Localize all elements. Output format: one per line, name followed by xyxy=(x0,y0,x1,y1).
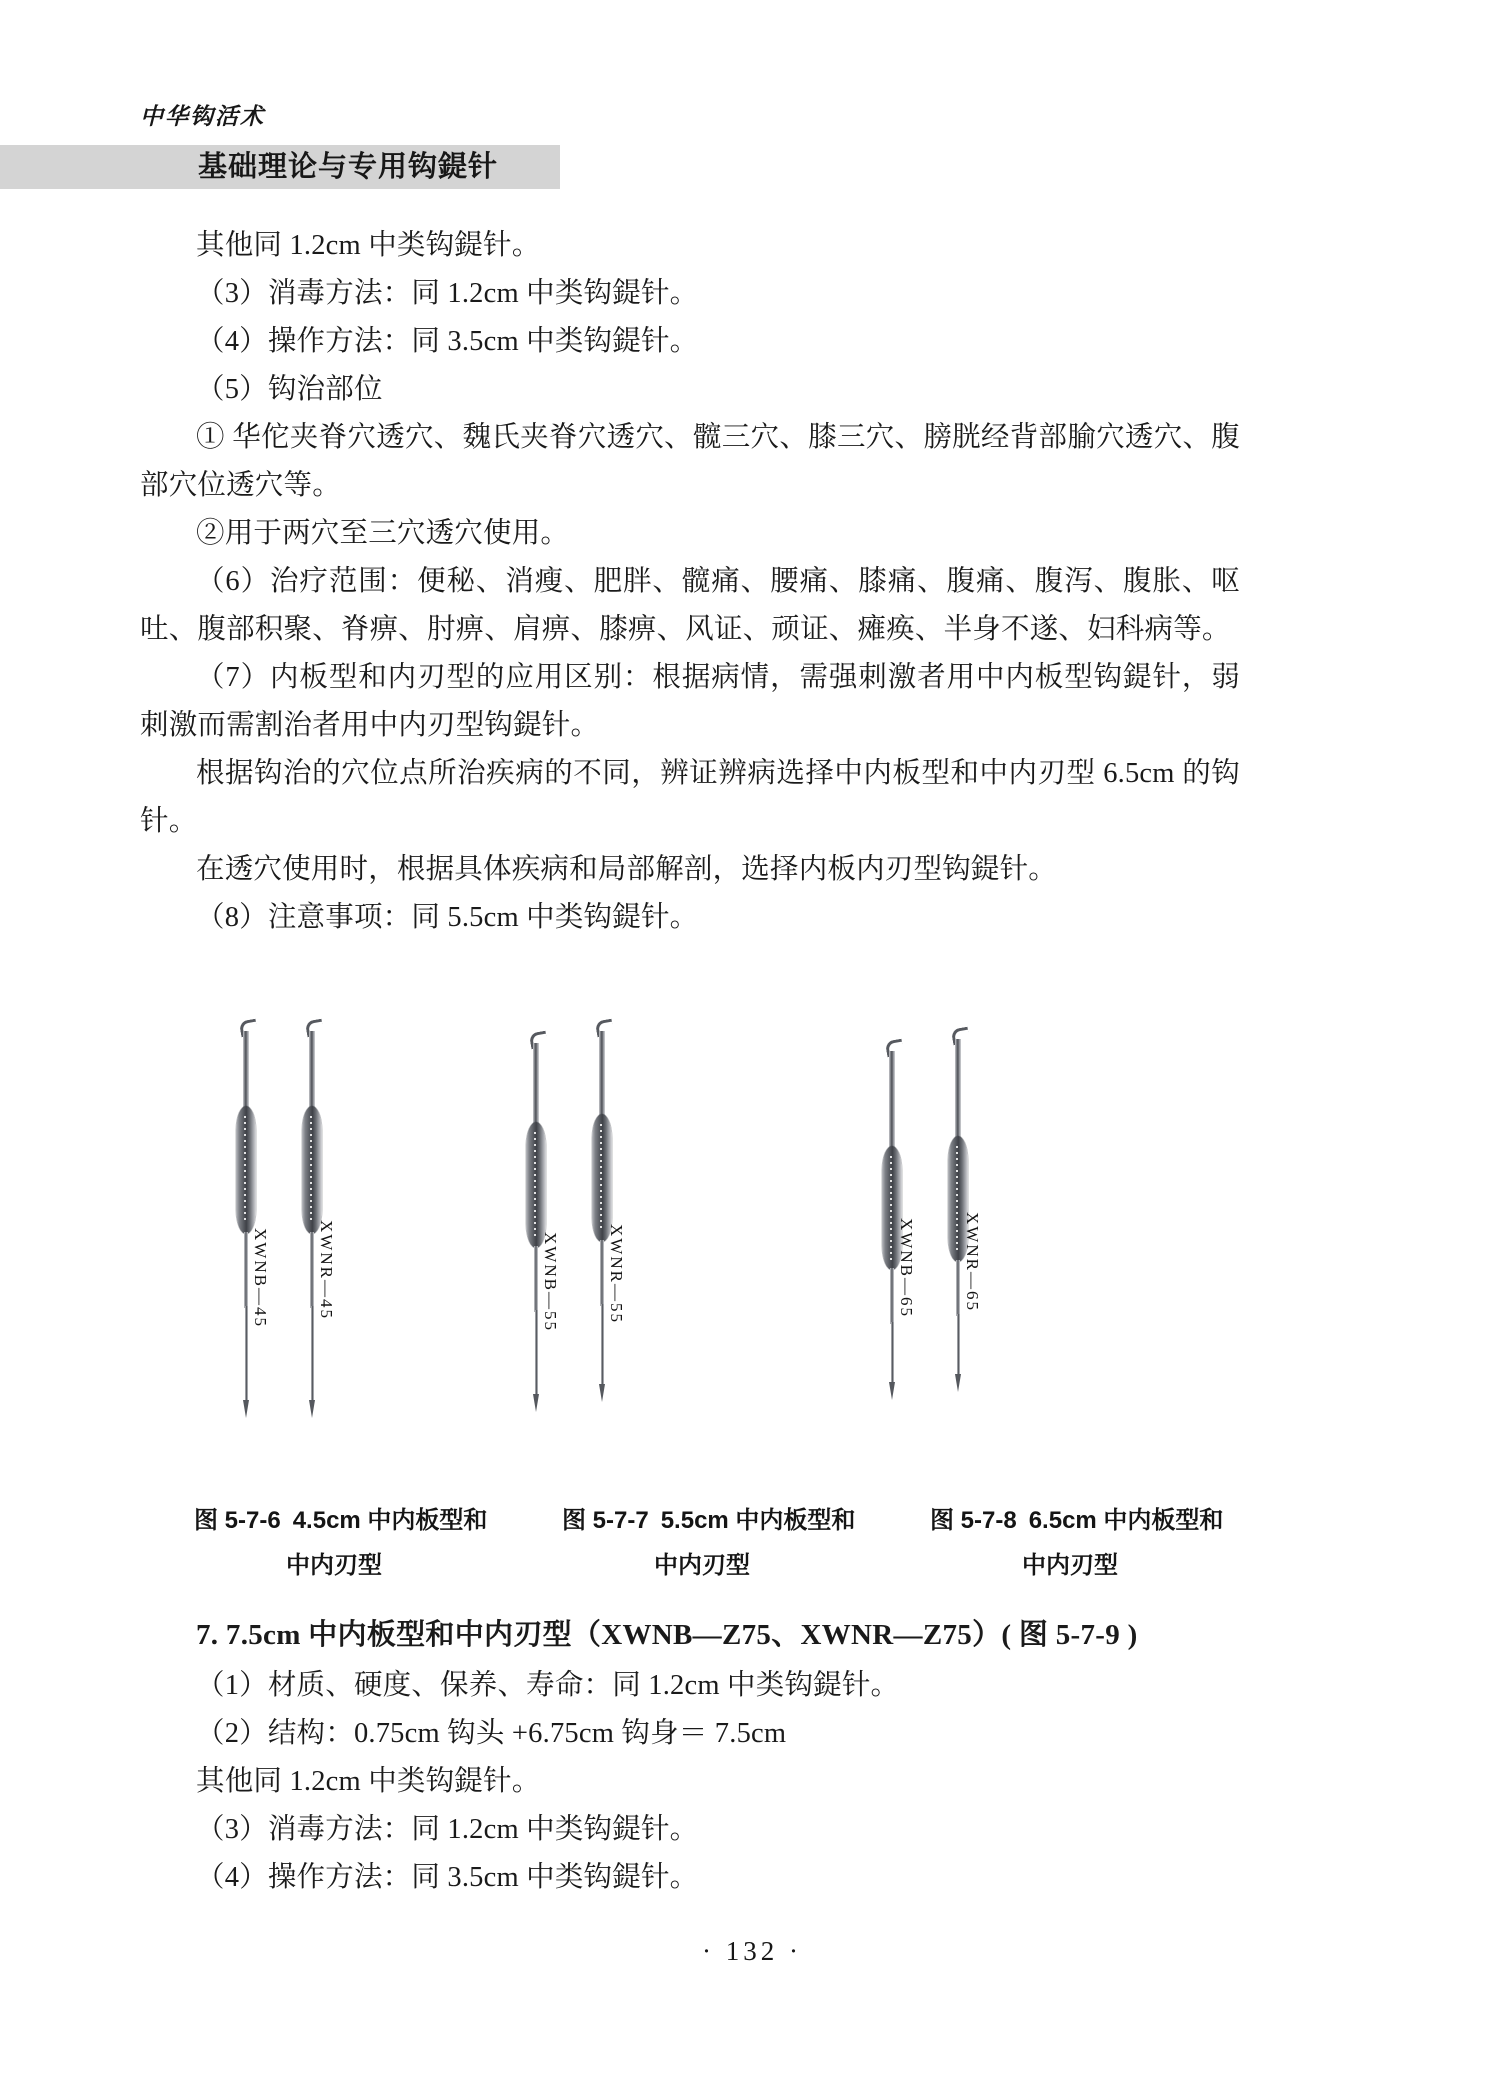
figure-illustration-row xyxy=(0,960,1504,1500)
instrument-label: XWNR—65 xyxy=(963,1212,982,1312)
instrument-label: XWNR—55 xyxy=(607,1224,626,1324)
paragraph: 其他同 1.2cm 中类钩鍉针。 xyxy=(196,1766,541,1797)
lower-text-column xyxy=(140,1608,1240,1902)
figure-number: 图 5-7-6 xyxy=(194,1507,281,1534)
figure-group xyxy=(470,960,770,1420)
figure-caption xyxy=(562,1498,922,1588)
body-text-column xyxy=(140,222,1240,942)
paragraph: （6）治疗范围：便秘、消瘦、肥胖、髋痛、腰痛、膝痛、腹痛、腹泻、腹胀、呕吐、腹部积聚、脊痹、肘痹、肩痹、膝痹、风证、顽证、瘫痪、半身不遂、妇科病等。 xyxy=(140,566,1240,645)
running-head xyxy=(0,98,1504,144)
paragraph: （3）消毒方法：同 1.2cm 中类钩鍉针。 xyxy=(196,1814,699,1845)
figure-caption-line1: 4.5cm 中内板型和 xyxy=(292,1507,488,1534)
figure-number: 图 5-7-8 xyxy=(930,1507,1017,1534)
figure-caption-line2: 中内刃型 xyxy=(1022,1552,1118,1579)
book-title: 中华钩活术 xyxy=(140,104,265,129)
instrument-label: XWNB—65 xyxy=(897,1218,916,1318)
figure-caption-line1: 6.5cm 中内板型和 xyxy=(1028,1507,1224,1534)
paragraph: 在透穴使用时，根据具体疾病和局部解剖，选择内板内刃型钩鍉针。 xyxy=(196,854,1058,885)
instrument-blade xyxy=(580,1020,624,1420)
figure-caption-row xyxy=(0,1498,1504,1594)
paragraph: ① 华佗夹脊穴透穴、魏氏夹脊穴透穴、髋三穴、膝三穴、膀胱经背部腧穴透穴、腹部穴位透穴等。 xyxy=(140,422,1240,501)
figure-number: 图 5-7-7 xyxy=(562,1507,649,1534)
section-heading: 7. 7.5cm 中内板型和中内刃型（XWNB—Z75、XWNR—Z75）( 图 5-7-9 ) xyxy=(196,1619,1138,1651)
section-banner-title: 基础理论与专用钩鍉针 xyxy=(198,151,499,183)
figure-group xyxy=(180,960,480,1420)
paragraph: （7）内板型和内刃型的应用区别：根据病情，需强刺激者用中内板型钩鍉针，弱刺激而需割治者用中内刃型钩鍉针。 xyxy=(140,662,1240,741)
figure-caption xyxy=(930,1498,1290,1588)
figure-group xyxy=(740,960,1040,1420)
paragraph: ②用于两穴至三穴透穴使用。 xyxy=(196,518,570,549)
figure-caption-line1: 5.5cm 中内板型和 xyxy=(660,1507,856,1534)
instrument-hook xyxy=(224,1020,268,1420)
figure-caption-line2: 中内刃型 xyxy=(654,1552,750,1579)
paragraph: 其他同 1.2cm 中类钩鍉针。 xyxy=(196,230,541,261)
paragraph: （1）材质、硬度、保养、寿命：同 1.2cm 中类钩鍉针。 xyxy=(196,1670,900,1701)
paragraph: （4）操作方法：同 3.5cm 中类钩鍉针。 xyxy=(196,1862,699,1893)
instrument-hook xyxy=(514,1020,558,1420)
paragraph: （2）结构：0.75cm 钩头 +6.75cm 钩身＝ 7.5cm xyxy=(196,1718,787,1749)
paragraph: （3）消毒方法：同 1.2cm 中类钩鍉针。 xyxy=(196,278,699,309)
instrument-label: XWNB—55 xyxy=(541,1232,560,1332)
paragraph: （8）注意事项：同 5.5cm 中类钩鍉针。 xyxy=(196,902,699,933)
figure-caption xyxy=(194,1498,554,1588)
instrument-label: XWNB—45 xyxy=(251,1228,270,1328)
paragraph: （4）操作方法：同 3.5cm 中类钩鍉针。 xyxy=(196,326,699,357)
figure-caption-line2: 中内刃型 xyxy=(286,1552,382,1579)
paragraph: （5）钩治部位 xyxy=(196,374,383,405)
page-number: · 132 · xyxy=(702,1936,802,1966)
paragraph: 根据钩治的穴位点所治疾病的不同，辨证辨病选择中内板型和中内刃型 6.5cm 的钩针。 xyxy=(140,758,1240,837)
instrument-label: XWNR—45 xyxy=(317,1220,336,1320)
